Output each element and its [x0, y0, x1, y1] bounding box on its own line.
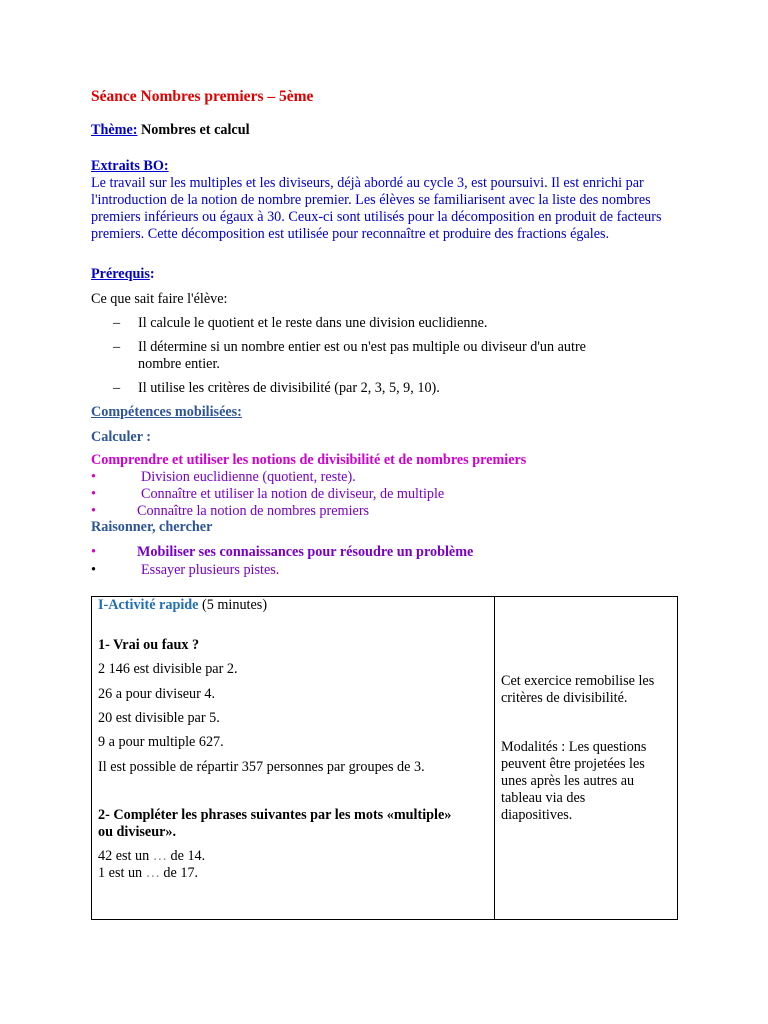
dash-marker: –: [113, 380, 121, 396]
prerequis-item-cont: nombre entier.: [138, 356, 220, 372]
raisonner-item: Essayer plusieurs pistes.: [141, 562, 280, 578]
modalites-line: Modalités : Les questions: [501, 739, 647, 755]
q1-item: 20 est divisible par 5.: [98, 710, 220, 726]
prerequis-item: Il utilise les critères de divisibilité (par 2, 3, 5, 9, 10).: [138, 380, 440, 396]
blank-placeholder: …: [152, 848, 167, 864]
bullet-marker: •: [91, 469, 96, 485]
q2-item: [98, 865, 198, 882]
bullet-marker: •: [91, 503, 96, 519]
q2-heading-cont: ou diviseur».: [98, 824, 177, 840]
prerequis-heading-line: [91, 266, 155, 283]
raisonner-heading: Raisonner, chercher: [91, 519, 213, 535]
q2-heading: 2- Compléter les phrases suivantes par les mots «multiple»: [98, 807, 452, 823]
prerequis-item: Il calcule le quotient et le reste dans une division euclidienne.: [138, 315, 488, 331]
dash-marker: –: [113, 339, 121, 355]
q2-item-text: de 17.: [159, 865, 199, 881]
notions-item: Connaître la notion de nombres premiers: [137, 503, 370, 519]
theme-value: Nombres et calcul: [141, 122, 250, 138]
side-note: Cet exercice remobilise les: [501, 673, 655, 689]
theme-label: Thème:: [91, 122, 138, 138]
modalites-line: tableau via des: [501, 790, 586, 806]
modalites-line: diapositives.: [501, 807, 573, 823]
blank-placeholder: …: [145, 865, 160, 881]
modalites-line: peuvent être projetées les: [501, 756, 645, 772]
activity-title: I-Activité rapide: [98, 597, 199, 613]
q2-item-text: 42 est un: [98, 848, 153, 864]
q1-item: 9 a pour multiple 627.: [98, 734, 224, 750]
bo-text: Le travail sur les multiples et les diviseurs, déjà abordé au cycle 3, est poursuivi. Il est enrichi par l'introduction de la notion de nombre premier. Les élèves se familiarisent avec la liste des nombres premiers inférieurs ou égaux à 30. Ceux-ci sont utilisés pour la décomposition en produit de facteurs premiers. Cette décomposition est utilisée pour reconnaître et produire des fractions égales.: [91, 175, 662, 242]
q1-item: 26 a pour diviseur 4.: [98, 686, 216, 702]
bullet-marker: •: [91, 562, 96, 578]
notions-heading: Comprendre et utiliser les notions de divisibilité et de nombres premiers: [91, 452, 527, 468]
prerequis-item: Il détermine si un nombre entier est ou n'est pas multiple ou diviseur d'un autre: [138, 339, 586, 355]
q2-item-text: 1 est un: [98, 865, 146, 881]
page-title: Séance Nombres premiers – 5ème: [91, 88, 314, 105]
activity-duration: (5 minutes): [202, 597, 268, 613]
side-note-cont: critères de divisibilité.: [501, 690, 628, 706]
q1-heading: 1- Vrai ou faux ?: [98, 637, 200, 653]
bullet-marker: •: [91, 544, 96, 560]
activity-title-line: [98, 597, 267, 614]
prerequis-colon: :: [149, 266, 155, 282]
competences-heading: Compétences mobilisées:: [91, 404, 242, 420]
notions-item: Connaître et utiliser la notion de diviseur, de multiple: [141, 486, 445, 502]
calculer-heading: Calculer :: [91, 429, 152, 445]
prerequis-heading: Prérequis: [91, 266, 150, 282]
q2-item-text: de 14.: [166, 848, 206, 864]
dash-marker: –: [113, 315, 121, 331]
activity-table: [91, 596, 678, 920]
q2-item: [98, 848, 205, 865]
raisonner-item: Mobiliser ses connaissances pour résoudre un problème: [137, 544, 474, 560]
activity-notes-cell: [495, 597, 678, 920]
activity-content-cell: [92, 597, 495, 920]
bo-heading: Extraits BO:: [91, 158, 169, 174]
modalites-line: unes après les autres au: [501, 773, 635, 789]
q1-item: Il est possible de répartir 357 personnes par groupes de 3.: [98, 759, 425, 775]
q1-item: 2 146 est divisible par 2.: [98, 661, 238, 677]
prerequis-intro: Ce que sait faire l'élève:: [91, 291, 228, 307]
notions-item: Division euclidienne (quotient, reste).: [141, 469, 356, 485]
theme-line: [91, 122, 250, 139]
bullet-marker: •: [91, 486, 96, 502]
